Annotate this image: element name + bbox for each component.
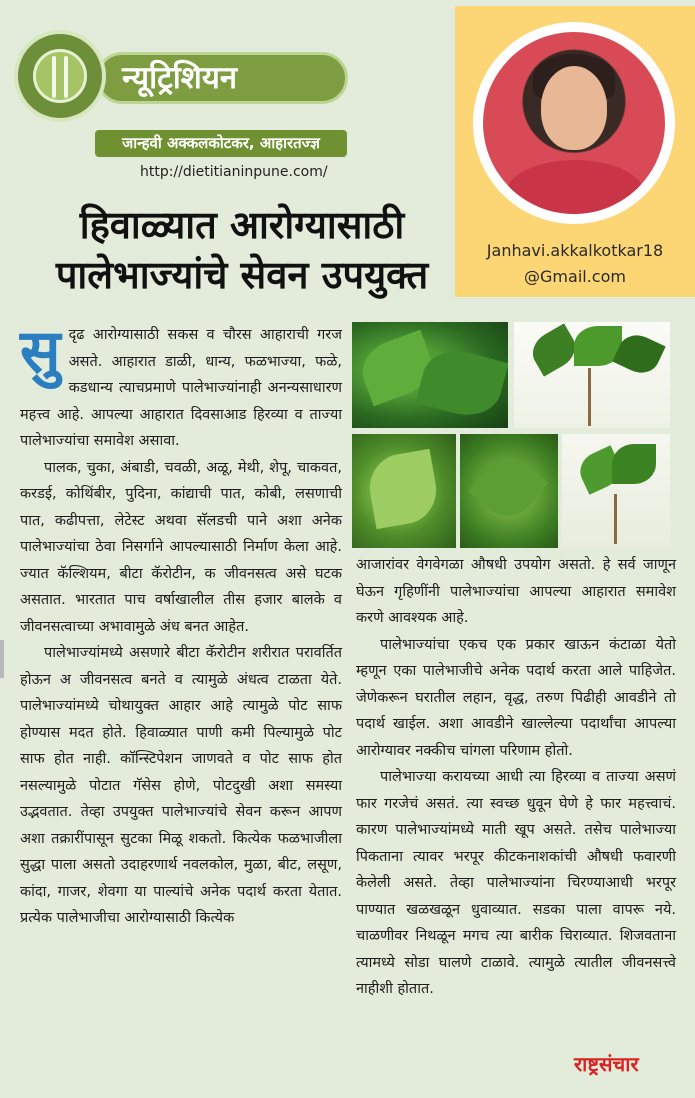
coriander-bunch-image	[562, 434, 670, 548]
headline-line-1: हिवाळ्यात आरोग्यासाठी	[79, 203, 405, 247]
article-paragraph	[20, 317, 342, 455]
paragraph-text: दृढ आरोग्यासाठी सकस व चौरस आहाराची गरज असते. आहारात डाळी, धान्य, फळभाज्या, फळे, कडधान्य त्याचप्रमाणे पालेभाज्यांनाही अनन्यसाधारण महत्त्व आहे. आपल्या आहारात दिवसाआड हिरव्या व ताज्या पालेभाज्यांचा समावेश असावा.	[20, 327, 342, 449]
plate-shape	[33, 49, 87, 103]
lettuce-image	[352, 434, 456, 548]
dropcap: सु	[20, 317, 61, 387]
leafy-vegetables-photo-collage	[352, 322, 684, 548]
author-photo-frame	[473, 22, 675, 224]
spinach-leaves-image	[352, 322, 508, 428]
photo-shoulders	[505, 160, 645, 214]
article-paragraph: पालेभाज्यांमध्ये असणारे बीटा कॅरोटीन शरीरात परावर्तित होऊन अ जीवनसत्व बनते व त्यामुळे अंधत्व टाळता येते. पालेभाज्यांमध्ये चोथायुक्त आहार आहे त्यामुळे पोट साफ होण्यास मदत होते. हिवाळ्यात पाणी कमी पिल्यामुळे पोट साफ होत नाही. कॉन्स्टिपेशन जाणवते व पोट साफ होत नसल्यामुळे पोटात गॅसेस होणे, पोटदुखी अशा समस्या उद्भवतात. तेव्हा उपयुक्त पालेभाज्यांचे सेवन करून आपण अशा तक्रारींपासून सुटका मिळू शकतो. कित्येक फळभाजीला सुद्धा पाला असतो उदाहरणार्थ नवलकोल, मुळा, बीट, लसूण, कांदा, गाजर, शेवगा या पाल्यांचे अनेक पदार्थ करता येतात. प्रत्येक पालेभाजीचा आरोग्यासाठी कित्येक	[20, 645, 342, 926]
article-paragraph: पालक, चुका, अंबाडी, चवळी, अळू, मेथी, शेपू, चाकवत, करडई, कोथिंबीर, पुदिना, कांद्याची पात, कोबी, लसणाची पात, कढीपत्ता, लेटेस्ट अथवा सॅलडची पाने अशा अनेक पालेभाज्यांचा ठेवा निसर्गाने आपल्यासाठी निर्माण केला आहे. ज्यात कॅल्शियम, बीटा कॅरोटीन, क जीवनसत्व असे घटक असतात. भारतात पाच वर्षाखालील तीस हजार बालके व जीवनसत्वाच्या अभावामुळे अंध बनत आहेत.	[20, 459, 342, 635]
headline-line-2: पालेभाज्यांचे सेवन उपयुक्त	[55, 253, 429, 297]
fork-shape	[52, 56, 56, 98]
email-line-1: Janhavi.akkalkotkar18	[486, 241, 664, 260]
section-title: न्यूट्रिशियन	[122, 60, 238, 96]
article-headline	[32, 200, 452, 300]
author-email	[455, 238, 695, 290]
article-column-right	[356, 552, 676, 1003]
fork-knife-plate-icon	[14, 30, 106, 122]
amaranth-bunch-image	[514, 322, 670, 428]
newspaper-brand-logo: राष्ट्रसंचार	[574, 1052, 639, 1076]
article-paragraph: पालेभाज्यांचा एकच एक प्रकार खाऊन कंटाळा येतो म्हणून एका पालेभाजीचे अनेक पदार्थ करता आले पाहिजेत. जेणेकरून घरातील लहान, वृद्ध, तरुण पिढीही आवडीने तो पदार्थ खाईल. अशा आवडीने खाल्लेल्या पदार्थांचा आपल्या आरोग्यावर नक्कीच चांगला परिणाम होतो.	[356, 636, 676, 759]
article-column-left	[20, 317, 342, 932]
article-paragraph: आजारांवर वेगवेगळा औषधी उपयोग असतो. हे सर्व जाणून घेऊन गृहिणींनी पालेभाज्यांचा आपल्या आहारात समावेश करणे आवश्यक आहे.	[356, 557, 676, 626]
photo-face	[541, 66, 607, 150]
author-box	[455, 6, 695, 297]
knife-shape	[64, 56, 68, 98]
email-line-2: @Gmail.com	[524, 267, 626, 286]
fenugreek-image	[460, 434, 558, 548]
page-edge-tick	[0, 640, 4, 678]
author-byline: जान्हवी अक्कलकोटकर, आहारतज्ज्ञ	[95, 130, 347, 157]
author-website: http://dietitianinpune.com/	[140, 164, 328, 180]
author-photo	[483, 32, 665, 214]
article-paragraph: पालेभाज्या करायच्या आधी त्या हिरव्या व ताज्या असणं फार गरजेचं असतं. त्या स्वच्छ धुवून घेणे हे फार महत्त्वाचं. कारण पालेभाज्यांमध्ये माती खूप असते. तसेच पालेभाज्या पिकताना त्यावर भरपूर कीटकनाशकांची औषधी फवारणी केलेली असते. तेव्हा पालेभाज्यांना चिरण्याआधी भरपूर पाण्यात खळखळून धुवाव्यात. सडका पाला वापरू नये. चाळणीवर निथळून मगच त्या बारीक चिराव्यात. शिजवताना त्यामध्ये सोडा घालणे टाळावे. त्यामुळे त्यातील जीवनसत्त्वे नाहीशी होतात.	[356, 769, 676, 997]
